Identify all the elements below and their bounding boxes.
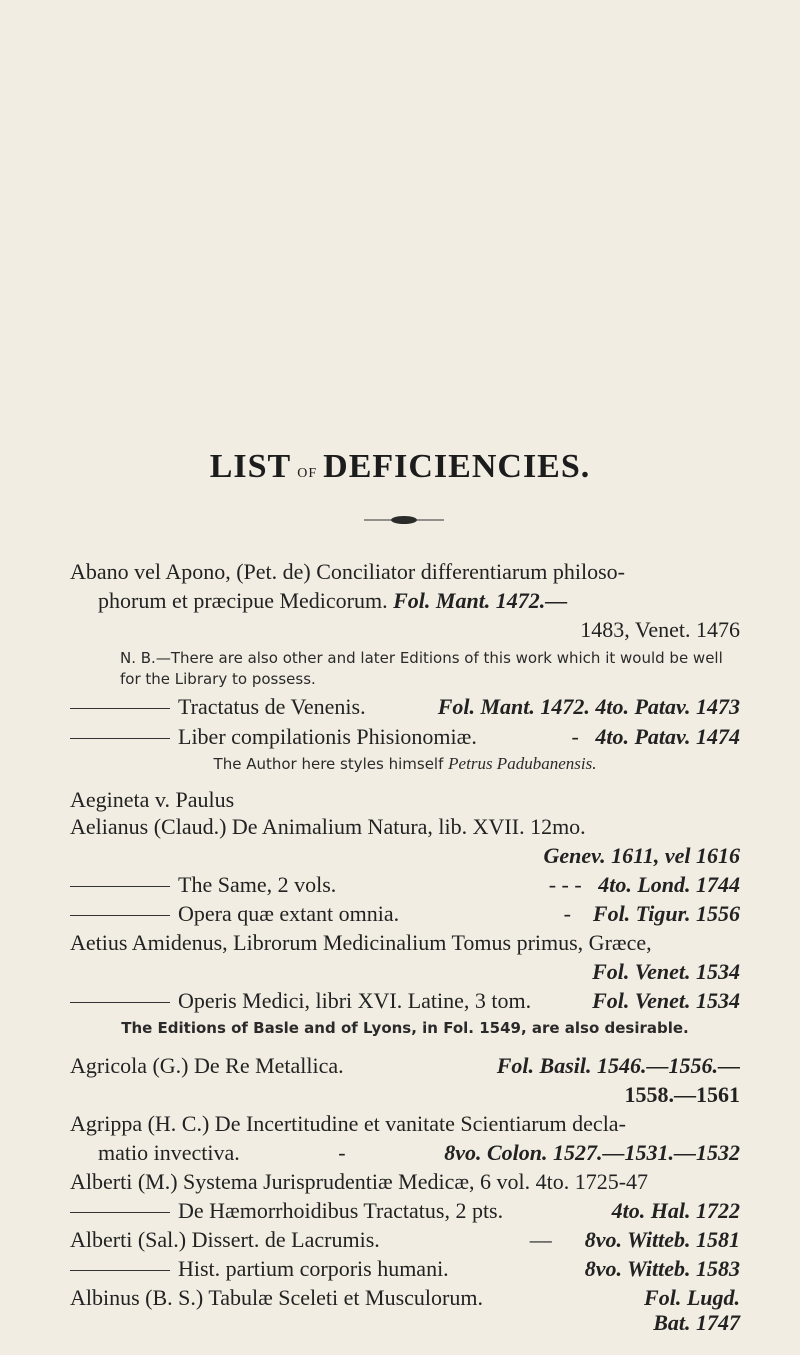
entry-line: Albinus (B. S.) Tabulæ Sceleti et Musculorum. [70,1285,483,1310]
entry-text: Liber compilationis Phisionomiæ. [178,724,477,749]
entry-line: Agrippa (H. C.) De Incertitudine et vanitate Scientiarum decla- [70,1111,626,1136]
entry-imprint: Fol. Basil. 1546.—1556.— [496,1053,740,1078]
title-of: of [297,460,318,482]
entry-aetius [70,928,740,986]
entry-imprint: Fol. Venet. 1534 [592,988,740,1013]
leader-dashes: - - - [548,872,582,897]
entry-imprint: 1558.—1561 [624,1082,740,1107]
entry-opera [70,899,740,928]
entry-same-2-vols [70,870,740,899]
ditto-dash [70,886,170,887]
entry-line: phorum et præcipue Medicorum. [98,588,388,613]
title-deficiencies: DEFICIENCIES. [323,448,591,485]
leader-dashes: - [571,724,579,749]
entry-text: Operis Medici, libri XVI. Latine, 3 tom. [178,988,532,1013]
entry-line: Aetius Amidenus, Librorum Medicinalium Tomus primus, Græce, [70,930,652,955]
ditto-dash [70,708,170,709]
note-italic: Petrus Padubanensis. [448,754,597,773]
entry-imprint: Fol. Lugd. [644,1285,740,1310]
entry-line: Alberti (M.) Systema Jurisprudentiæ Medicæ, 6 vol. 4to. 1725-47 [70,1169,649,1194]
entry-imprint: Bat. 1747 [653,1310,740,1335]
entry-alberti-m [70,1167,740,1196]
entry-imprint: 8vo. Witteb. 1583 [584,1256,740,1281]
entry-tractatus-venenis [70,692,740,721]
entry-agricola [70,1051,740,1109]
entry-line: matio invectiva. [98,1140,240,1165]
entry-imprint: 1483, Venet. 1476 [580,617,740,642]
entry-agrippa [70,1109,740,1167]
entry-imprint: Fol. Venet. 1534 [592,959,740,984]
entry-hist-partium [70,1254,740,1283]
entry-text: Opera quæ extant omnia. [178,901,400,926]
entry-aelianus [70,812,740,870]
entry-line: Abano vel Apono, (Pet. de) Conciliator differentiarum philoso- [70,559,625,584]
entry-text: Hist. partium corporis humani. [178,1256,449,1281]
page-title [0,448,800,486]
entry-text: De Hæmorrhoidibus Tractatus, 2 pts. [178,1198,504,1223]
entry-operis-medici [70,986,740,1015]
entry-albinus [70,1283,740,1337]
entry-imprint: 8vo. Witteb. 1581 [584,1227,740,1252]
entry-text: The Same, 2 vols. [178,872,337,897]
entry-aegineta [70,785,740,814]
entry-line: Aelianus (Claud.) De Animalium Natura, lib. XVII. 12mo. [70,814,586,839]
entry-line: Agricola (G.) De Re Metallica. [70,1053,344,1078]
entry-imprint: Genev. 1611, vel 1616 [543,843,740,868]
leader-dashes: — [529,1227,552,1252]
ditto-dash [70,1270,170,1271]
ditto-dash [70,738,170,739]
entry-alberti-sal [70,1225,740,1254]
note-abano: N. B.—There are also other and later Editions of this work which it would be well for the Library to possess. [120,649,723,688]
leader-dashes: - [563,901,571,926]
entry-abano [70,557,740,644]
note-text: The Author here styles himself [213,755,444,773]
entry-imprint: Fol. Mant. 1472. 4to. Patav. 1473 [437,694,740,719]
ditto-dash [70,1002,170,1003]
entry-haemorrhoidibus [70,1196,740,1225]
leader-dashes: - [338,1140,346,1165]
entry-imprint: Fol. Mant. 1472.— [393,588,568,613]
ditto-dash [70,915,170,916]
entry-phisionomiae [70,722,740,751]
ornament-rule-icon [364,514,444,526]
entry-imprint: 4to. Hal. 1722 [611,1198,740,1223]
entry-imprint: 8vo. Colon. 1527.—1531.—1532 [444,1140,740,1165]
entry-imprint: 4to. Patav. 1474 [595,724,740,749]
ditto-dash [70,1212,170,1213]
note-author [70,753,740,775]
entry-imprint: 4to. Lond. 1744 [598,872,740,897]
entry-text: Tractatus de Venenis. [178,694,366,719]
entry-text: Aegineta v. Paulus [70,787,235,812]
title-list: LIST [209,448,292,485]
entry-line: Alberti (Sal.) Dissert. de Lacrumis. [70,1227,380,1252]
entry-imprint: Fol. Tigur. 1556 [592,901,740,926]
note-basle: The Editions of Basle and of Lyons, in Fol. 1549, are also desirable. [121,1019,689,1037]
